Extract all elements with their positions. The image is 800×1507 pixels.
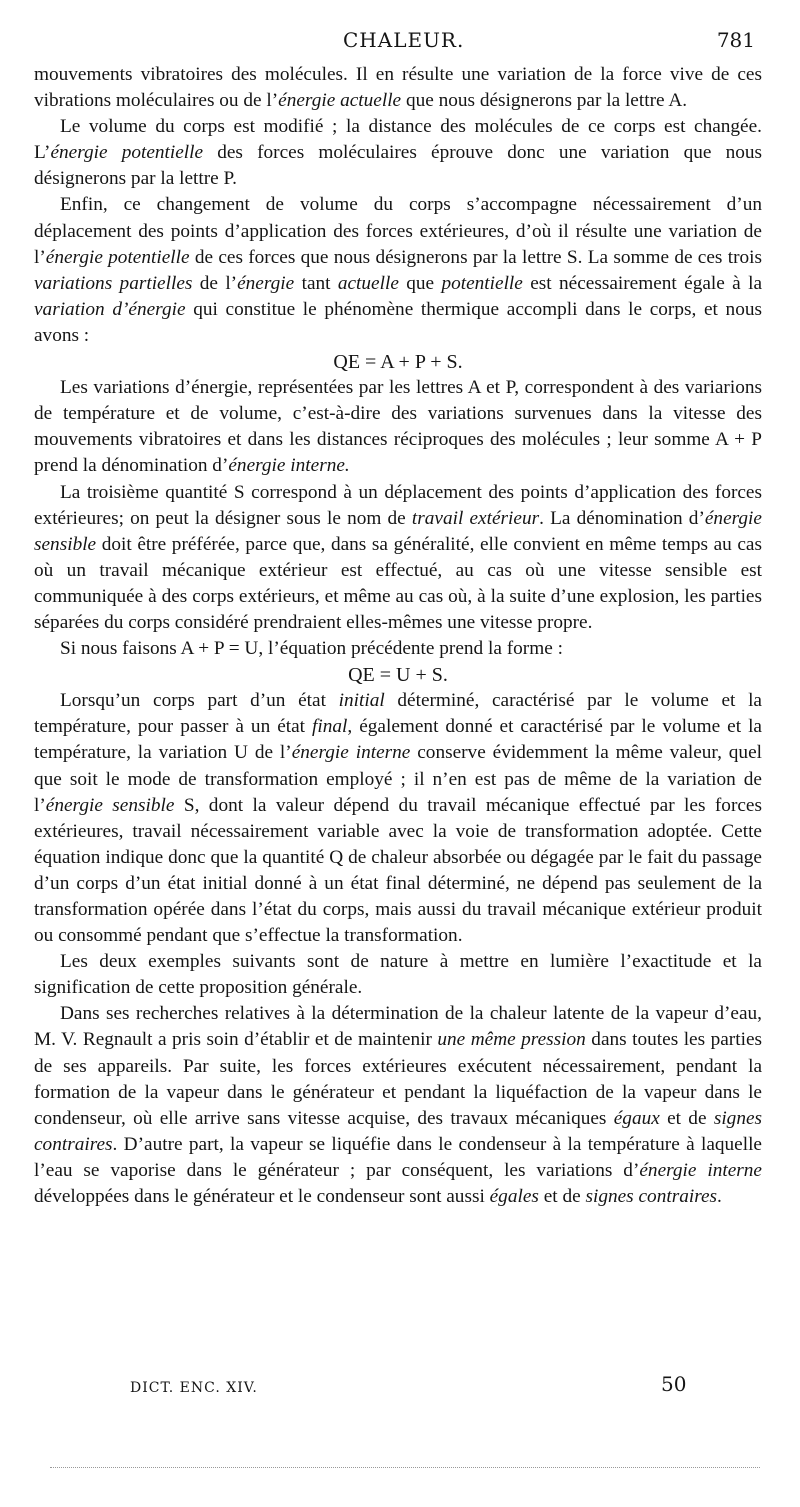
equation-1: QE = A + P + S. [333, 351, 463, 374]
paragraph-7: Lorsqu’un corps part d’un état initial déterminé, caractérisé par le volume et la température, pour passer à un état final, également donné et caractérisé par le volume et la température, la variation U de l’énergie interne conserve évidemment la même valeur, quel que soit le mode de transformation employé ; il n’en est pas de même de la variation de l’énergie sensible S, dont la valeur dépend du travail mécanique effectué par les forces extérieures, travail nécessairement variable avec la voie de transformation adoptée. Cette équation indique donc que la quantité Q de chaleur absorbée ou dégagée par le fait du passage d’un corps d’un état initial donné à un état final déterminé, ne dépend pas seulement de la transformation opérée dans l’état du corps, mais aussi du travail mécanique extérieur produit ou consommé pendant que s’effectue la transformation. [34, 690, 762, 947]
equation-2: QE = U + S. [348, 664, 448, 687]
paragraph-5: La troisième quantité S correspond à un déplacement des points d’application des forces extérieures; on peut la désigner sous le nom de travail extérieur. La dénomination d’énergie sensible doit être préférée, parce que, dans sa généralité, elle convient en même temps au cas où un travail mécanique extérieur est effectué, au cas où une vitesse sensible est communiquée à des corps extérieurs, et même au cas où, à la suite d’une explosion, les parties séparées du corps considéré prendraient elles-mêmes une vitesse propre. [34, 481, 762, 633]
sheet-number: 50 [661, 1372, 687, 1396]
printer-signature: DICT. ENC. XIV. [130, 1380, 258, 1396]
page-header [0, 28, 800, 58]
paragraph-2: Le volume du corps est modifié ; la distance des molécules de ce corps est changée. L’énergie potentielle des forces moléculaires éprouve donc une variation que nous désignerons par la lettre P. [34, 116, 762, 190]
page-footer [0, 1372, 800, 1402]
running-head: CHALEUR. [343, 28, 465, 52]
paragraph-8: Les deux exemples suivants sont de nature à mettre en lumière l’exactitude et la signification de cette proposition générale. [34, 951, 762, 999]
bottom-dotted-rule [50, 1467, 760, 1468]
paragraph-3: Enfin, ce changement de volume du corps s’accompagne nécessairement d’un déplacement des points d’application des forces extérieures, d’où il résulte une variation de l’énergie potentielle de ces forces que nous désignerons par la lettre S. La somme de ces trois variations partielles de l’énergie tant actuelle que potentielle est nécessairement égale à la variation d’énergie qui constitue le phénomène thermique accompli dans le corps, et nous avons : [34, 194, 763, 346]
paragraph-1: mouvements vibratoires des molécules. Il en résulte une variation de la force vive de ces vibrations moléculaires ou de l’énergie actuelle que nous désignerons par la lettre A. [34, 64, 762, 112]
paragraph-4: Les variations d’énergie, représentées par les lettres A et P, correspondent à des variarions de température et de volume, c’est-à-dire des variations survenues dans la vitesse des mouvements vibratoires et dans les distances réciproques des molécules ; leur somme A + P prend la dénomination d’énergie interne. [34, 377, 762, 477]
page-number: 781 [716, 28, 755, 52]
text-body [34, 62, 762, 1210]
paragraph-9: Dans ses recherches relatives à la détermination de la chaleur latente de la vapeur d’eau, M. V. Regnault a pris soin d’établir et de maintenir une même pression dans toutes les parties de ses appareils. Par suite, les forces extérieures exécutent nécessairement, pendant la formation de la vapeur dans le générateur et pendant la liquéfaction de la vapeur dans le condenseur, où elle arrive sans vitesse acquise, des travaux mécaniques égaux et de signes contraires. D’autre part, la vapeur se liquéfie dans le condenseur à la température à laquelle l’eau se vaporise dans le générateur ; par conséquent, les variations d’énergie interne développées dans le générateur et le condenseur sont aussi égales et de signes contraires. [34, 1003, 763, 1208]
paragraph-6: Si nous faisons A + P = U, l’équation précédente prend la forme : [60, 638, 563, 660]
